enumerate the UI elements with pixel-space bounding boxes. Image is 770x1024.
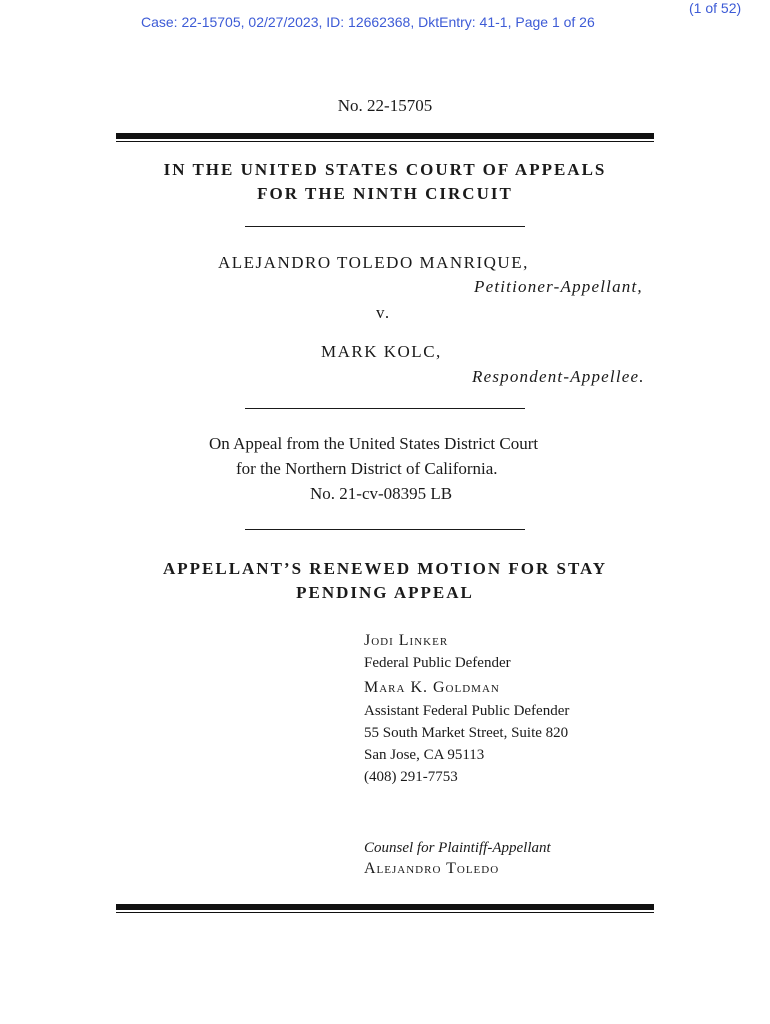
client-name: Alejandro Toledo <box>364 860 500 877</box>
court-line-1: IN THE UNITED STATES COURT OF APPEALS <box>163 160 607 179</box>
docket-number: No. 22-15705 <box>337 96 433 115</box>
district-case-number: No. 21-cv-08395 LB <box>310 484 453 503</box>
motion-title-line-2: PENDING APPEAL <box>296 583 474 602</box>
top-rule <box>116 133 654 139</box>
appellee-role: Respondent-Appellee. <box>472 367 645 386</box>
counsel-title-2: Assistant Federal Public Defender <box>364 703 570 719</box>
appellant-name: ALEJANDRO TOLEDO MANRIQUE, <box>218 253 529 272</box>
page-count-stamp: (1 of 52) <box>689 0 742 16</box>
appellant-role: Petitioner-Appellant, <box>474 277 643 296</box>
versus-label: v. <box>376 303 391 322</box>
case-header-stamp: Case: 22-15705, 02/27/2023, ID: 12662368, DktEntry: 41-1, Page 1 of 26 <box>141 14 595 30</box>
counsel-name-2: Mara K. Goldman <box>364 679 500 696</box>
caption-rule-1 <box>245 226 525 227</box>
motion-title <box>116 557 654 605</box>
counsel-for-label: Counsel for Plaintiff-Appellant <box>364 840 551 856</box>
bottom-rule <box>116 904 654 910</box>
caption-rule-2 <box>245 408 525 409</box>
appeal-from-line-1: On Appeal from the United States District Court <box>209 434 539 453</box>
motion-title-line-1: APPELLANT’S RENEWED MOTION FOR STAY <box>162 559 608 578</box>
appeal-from-line-2: for the Northern District of California. <box>236 459 498 478</box>
counsel-address-1: 55 South Market Street, Suite 820 <box>364 725 569 741</box>
counsel-title-1: Federal Public Defender <box>364 655 511 671</box>
court-caption <box>116 158 654 206</box>
counsel-block <box>364 630 569 788</box>
counsel-address-2: San Jose, CA 95113 <box>364 747 485 763</box>
counsel-phone: (408) 291-7753 <box>364 769 458 785</box>
caption-rule-3 <box>245 529 525 530</box>
counsel-name-1: Jodi Linker <box>364 632 449 649</box>
appellee-name: MARK KOLC, <box>321 342 442 361</box>
court-line-2: FOR THE NINTH CIRCUIT <box>257 184 513 203</box>
